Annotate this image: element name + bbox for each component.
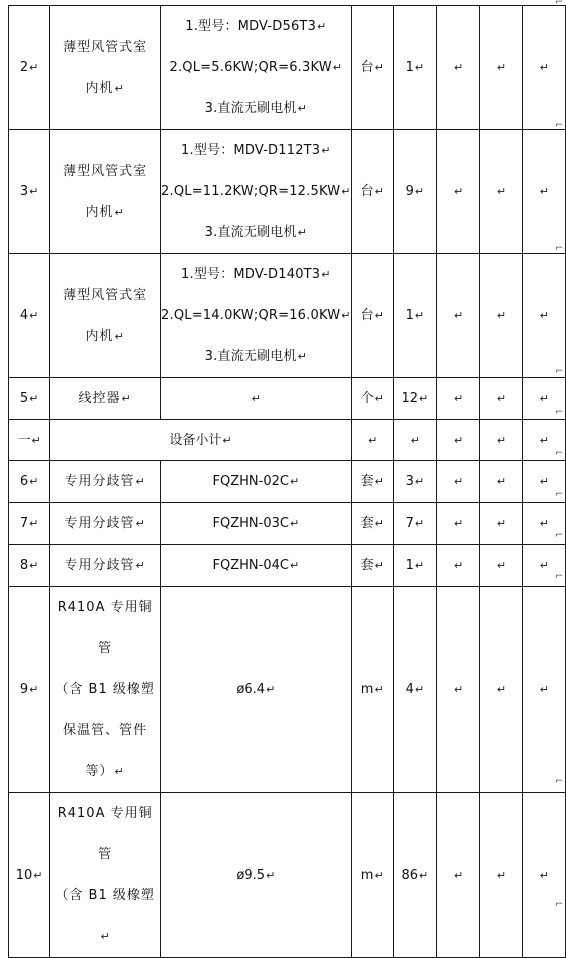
paragraph-mark: ↵ <box>266 683 276 696</box>
spec-text: FQZHN-02C <box>212 474 289 489</box>
quantity <box>393 254 436 378</box>
spec-line: 2.QL=5.6KW;QR=6.3KW↵ <box>169 60 343 75</box>
paragraph-mark: ↵ <box>297 350 308 363</box>
blank-cell <box>522 254 565 378</box>
paragraph-mark: ↵ <box>374 683 384 696</box>
item-name-line: 薄型风管式室 <box>63 163 148 179</box>
item-name <box>50 793 161 958</box>
paragraph-mark: ↵ <box>121 392 132 405</box>
paragraph-mark: ↵ <box>374 868 384 882</box>
row-number <box>9 503 50 545</box>
paragraph-mark: ↵ <box>29 392 39 405</box>
paragraph-mark: ↵ <box>539 475 549 488</box>
unit <box>351 6 393 130</box>
quantity-text: 1 <box>405 60 414 75</box>
paragraph-mark: ↵ <box>496 185 507 198</box>
quantity <box>393 130 436 254</box>
paragraph-mark: ↵ <box>414 61 425 74</box>
item-spec <box>161 6 352 130</box>
blank-cell <box>522 793 565 958</box>
item-name-line: 专用分歧管↵ <box>64 558 146 573</box>
table-row <box>9 545 566 587</box>
item-name <box>50 254 161 378</box>
row-number-text: 6 <box>19 474 29 489</box>
paragraph-mark: ↵ <box>297 102 308 115</box>
item-name <box>50 545 161 587</box>
item-name-line: 内机↵ <box>85 80 125 96</box>
unit <box>351 503 393 545</box>
spec-line: 1.型号：MDV-D112T3↵ <box>181 143 331 158</box>
row-number <box>9 461 50 503</box>
item-name <box>50 587 161 793</box>
quantity-text: 7 <box>405 516 414 531</box>
paragraph-mark: ↵ <box>374 61 384 74</box>
item-name-line: 等）↵ <box>85 764 125 779</box>
paragraph-mark: ↵ <box>496 61 507 74</box>
blank-cell <box>436 130 479 254</box>
paragraph-mark: ↵ <box>29 683 39 696</box>
item-name-line: 薄型风管式室 <box>63 287 148 303</box>
table-row <box>9 793 566 958</box>
row-number <box>9 378 50 420</box>
item-name <box>50 378 161 420</box>
table-row <box>9 420 566 461</box>
equipment-table <box>8 5 566 958</box>
blank-cell <box>480 6 522 130</box>
paragraph-mark: ↵ <box>453 185 464 198</box>
item-spec <box>161 130 352 254</box>
item-name <box>50 130 161 254</box>
quantity-text: 4 <box>405 682 414 697</box>
paragraph-mark: ↵ <box>251 392 261 405</box>
unit <box>351 254 393 378</box>
paragraph-mark: ↵ <box>496 559 507 572</box>
spec-text: FQZHN-03C <box>212 516 289 531</box>
quantity <box>393 545 436 587</box>
paragraph-mark: ↵ <box>135 559 146 572</box>
table-row <box>9 130 566 254</box>
table-row <box>9 254 566 378</box>
paragraph-mark: ↵ <box>453 683 464 696</box>
paragraph-mark: ↵ <box>374 392 384 405</box>
paragraph-mark: ↵ <box>496 392 507 405</box>
blank-cell <box>480 130 522 254</box>
paragraph-mark: ↵ <box>289 517 300 530</box>
unit-text: 套 <box>360 474 374 489</box>
blank-cell <box>480 587 522 793</box>
unit-text: m <box>360 867 374 883</box>
spec-text: ø9.5 <box>236 867 266 883</box>
paragraph-mark: ↵ <box>453 868 464 882</box>
item-spec <box>161 503 352 545</box>
paragraph-mark: ↵ <box>539 683 549 696</box>
paragraph-mark: ↵ <box>114 205 125 219</box>
unit <box>351 587 393 793</box>
row-number-text: 2 <box>19 60 29 75</box>
table-row <box>9 6 566 130</box>
row-end-marker: ⌐ <box>555 448 564 459</box>
paragraph-mark: ↵ <box>539 392 549 405</box>
spec-line: 2.QL=14.0KW;QR=16.0KW↵ <box>161 308 351 323</box>
paragraph-mark: ↵ <box>453 309 464 322</box>
paragraph-mark: ↵ <box>266 868 276 882</box>
paragraph-mark: ↵ <box>341 309 351 322</box>
spec-line: 3.直流无刷电机↵ <box>204 349 308 364</box>
paragraph-mark: ↵ <box>29 559 39 572</box>
paragraph-mark: ↵ <box>114 765 125 778</box>
paragraph-mark: ↵ <box>453 392 464 405</box>
paragraph-mark: ↵ <box>539 309 549 322</box>
row-end-marker: ⌐ <box>555 530 564 541</box>
item-name-line: 薄型风管式室 <box>63 39 148 55</box>
blank-cell <box>522 587 565 793</box>
paragraph-mark: ↵ <box>539 559 549 572</box>
paragraph-mark: ↵ <box>419 868 429 882</box>
paragraph-mark: ↵ <box>289 559 300 572</box>
paragraph-mark: ↵ <box>135 517 146 530</box>
paragraph-mark: ↵ <box>135 475 146 488</box>
unit <box>351 378 393 420</box>
row-number-text: 4 <box>19 308 29 323</box>
blank-cell <box>436 254 479 378</box>
paragraph-mark: ↵ <box>114 329 125 343</box>
row-number <box>9 587 50 793</box>
row-number-text: 7 <box>19 516 29 531</box>
unit-text: 台 <box>360 308 374 323</box>
item-name-line: R410A 专用铜 <box>57 600 153 615</box>
row-end-marker: ⌐ <box>555 776 564 787</box>
row-number-text: 9 <box>19 682 29 697</box>
blank-cell <box>480 420 522 461</box>
spec-line: 3.直流无刷电机↵ <box>204 225 308 240</box>
quantity-text: 1 <box>405 558 414 573</box>
blank-cell <box>480 461 522 503</box>
blank-cell <box>436 420 479 461</box>
blank-cell <box>436 6 479 130</box>
paragraph-mark: ↵ <box>341 185 351 198</box>
paragraph-mark: ↵ <box>453 559 464 572</box>
row-end-marker: ⌐ <box>555 407 564 418</box>
paragraph-mark: ↵ <box>496 517 507 530</box>
paragraph-mark: ↵ <box>332 61 343 74</box>
spec-line: 2.QL=11.2KW;QR=12.5KW↵ <box>161 184 351 199</box>
item-name-line: R410A 专用铜 <box>57 806 153 821</box>
row-number <box>9 130 50 254</box>
row-number-text: 一 <box>17 432 31 448</box>
quantity-text: 3 <box>405 474 414 489</box>
table-row <box>9 378 566 420</box>
item-spec <box>161 378 352 420</box>
row-number-text: 5 <box>19 391 29 406</box>
quantity <box>393 503 436 545</box>
item-name <box>50 503 161 545</box>
paragraph-mark: ↵ <box>414 517 425 530</box>
paragraph-mark: ↵ <box>453 517 464 530</box>
paragraph-mark: ↵ <box>419 392 429 405</box>
row-number <box>9 254 50 378</box>
row-number-text: 10 <box>15 867 33 883</box>
paragraph-mark: ↵ <box>29 517 39 530</box>
item-spec <box>161 587 352 793</box>
paragraph-mark: ↵ <box>321 268 331 281</box>
blank-cell <box>436 793 479 958</box>
row-number <box>9 545 50 587</box>
row-number <box>9 420 50 461</box>
paragraph-mark: ↵ <box>289 475 300 488</box>
unit <box>351 461 393 503</box>
paragraph-mark: ↵ <box>496 868 507 882</box>
row-end-marker: ⌐ <box>555 0 564 8</box>
quantity-text: 1 <box>405 308 414 323</box>
item-name-line: 管 <box>98 641 113 656</box>
paragraph-mark: ↵ <box>33 868 43 882</box>
paragraph-mark: ↵ <box>114 81 125 95</box>
paragraph-mark: ↵ <box>414 185 425 198</box>
blank-cell <box>480 503 522 545</box>
unit <box>351 793 393 958</box>
paragraph-mark: ↵ <box>539 517 549 530</box>
paragraph-mark: ↵ <box>539 185 549 198</box>
blank-cell <box>480 254 522 378</box>
row-end-marker: ⌐ <box>555 243 564 254</box>
item-name <box>50 461 161 503</box>
paragraph-mark: ↵ <box>496 433 507 447</box>
blank-cell <box>480 378 522 420</box>
blank-cell <box>522 6 565 130</box>
item-name-line: 专用分歧管↵ <box>64 516 146 531</box>
paragraph-mark: ↵ <box>453 475 464 488</box>
item-name-line: 管 <box>98 847 113 862</box>
item-name-line: 内机↵ <box>85 204 125 220</box>
subtotal-label-text: 设备小计 <box>169 432 222 448</box>
paragraph-mark: ↵ <box>414 559 425 572</box>
blank-cell <box>436 503 479 545</box>
item-name <box>50 6 161 130</box>
row-end-marker: ⌐ <box>555 899 564 910</box>
item-name-line: （含 B1 级橡塑↵ <box>55 888 155 943</box>
unit-text: m <box>360 682 374 697</box>
item-name-line: 保温管、管件 <box>63 723 148 738</box>
table-row <box>9 461 566 503</box>
paragraph-mark: ↵ <box>29 475 39 488</box>
paragraph-mark: ↵ <box>222 433 232 447</box>
paragraph-mark: ↵ <box>539 868 549 882</box>
item-spec <box>161 793 352 958</box>
paragraph-mark: ↵ <box>29 185 39 198</box>
paragraph-mark: ↵ <box>414 683 425 696</box>
quantity <box>393 6 436 130</box>
paragraph-mark: ↵ <box>31 433 41 447</box>
paragraph-mark: ↵ <box>410 433 420 447</box>
unit <box>351 130 393 254</box>
paragraph-mark: ↵ <box>496 309 507 322</box>
paragraph-mark: ↵ <box>321 144 331 157</box>
quantity-text: 12 <box>401 391 418 406</box>
item-spec <box>161 254 352 378</box>
quantity-text: 9 <box>405 184 414 199</box>
paragraph-mark: ↵ <box>100 930 111 943</box>
paragraph-mark: ↵ <box>374 309 384 322</box>
paragraph-mark: ↵ <box>496 683 507 696</box>
paragraph-mark: ↵ <box>496 475 507 488</box>
paragraph-mark: ↵ <box>414 309 425 322</box>
paragraph-mark: ↵ <box>374 185 384 198</box>
row-number-text: 3 <box>19 184 29 199</box>
paragraph-mark: ↵ <box>29 309 39 322</box>
blank-cell <box>436 378 479 420</box>
row-end-marker: ⌐ <box>555 366 564 377</box>
unit-text: 台 <box>360 60 374 75</box>
paragraph-mark: ↵ <box>539 61 549 74</box>
spec-line: 3.直流无刷电机↵ <box>204 101 308 116</box>
paragraph-mark: ↵ <box>453 61 464 74</box>
paragraph-mark: ↵ <box>414 475 425 488</box>
unit-text: 台 <box>360 184 374 199</box>
row-number <box>9 793 50 958</box>
unit-text: 套 <box>360 516 374 531</box>
row-end-marker: ⌐ <box>555 120 564 131</box>
blank-cell <box>436 587 479 793</box>
spec-line: 1.型号：MDV-D140T3↵ <box>181 267 331 282</box>
unit <box>351 545 393 587</box>
paragraph-mark: ↵ <box>317 20 327 33</box>
subtotal-label <box>50 420 351 461</box>
paragraph-mark: ↵ <box>374 517 384 530</box>
item-name-line: （含 B1 级橡塑 <box>55 682 155 697</box>
paragraph-mark: ↵ <box>374 559 384 572</box>
quantity <box>393 420 436 461</box>
row-end-marker: ⌐ <box>555 571 564 582</box>
paragraph-mark: ↵ <box>453 433 464 447</box>
row-number <box>9 6 50 130</box>
paragraph-mark: ↵ <box>368 433 378 447</box>
row-end-marker: ⌐ <box>555 489 564 500</box>
quantity <box>393 378 436 420</box>
unit-text: 套 <box>360 558 374 573</box>
blank-cell <box>480 793 522 958</box>
paragraph-mark: ↵ <box>29 61 39 74</box>
blank-cell <box>522 130 565 254</box>
blank-cell <box>436 545 479 587</box>
spec-line: 1.型号：MDV-D56T3↵ <box>185 19 327 34</box>
quantity <box>393 461 436 503</box>
row-number-text: 8 <box>19 558 29 573</box>
item-name-line: 专用分歧管↵ <box>64 474 146 489</box>
quantity-text: 86 <box>401 867 418 883</box>
spec-text: ø6.4 <box>236 682 266 697</box>
spec-text: FQZHN-04C <box>212 558 289 573</box>
table-row <box>9 503 566 545</box>
unit-text: 个 <box>360 391 374 406</box>
unit <box>351 420 393 461</box>
item-spec <box>161 461 352 503</box>
item-name-line: 内机↵ <box>85 328 125 344</box>
paragraph-mark: ↵ <box>539 433 549 447</box>
blank-cell <box>436 461 479 503</box>
table-row <box>9 587 566 793</box>
blank-cell <box>480 545 522 587</box>
quantity <box>393 587 436 793</box>
quantity <box>393 793 436 958</box>
paragraph-mark: ↵ <box>374 475 384 488</box>
item-name-line: 线控器↵ <box>78 391 132 406</box>
item-spec <box>161 545 352 587</box>
paragraph-mark: ↵ <box>297 226 308 239</box>
